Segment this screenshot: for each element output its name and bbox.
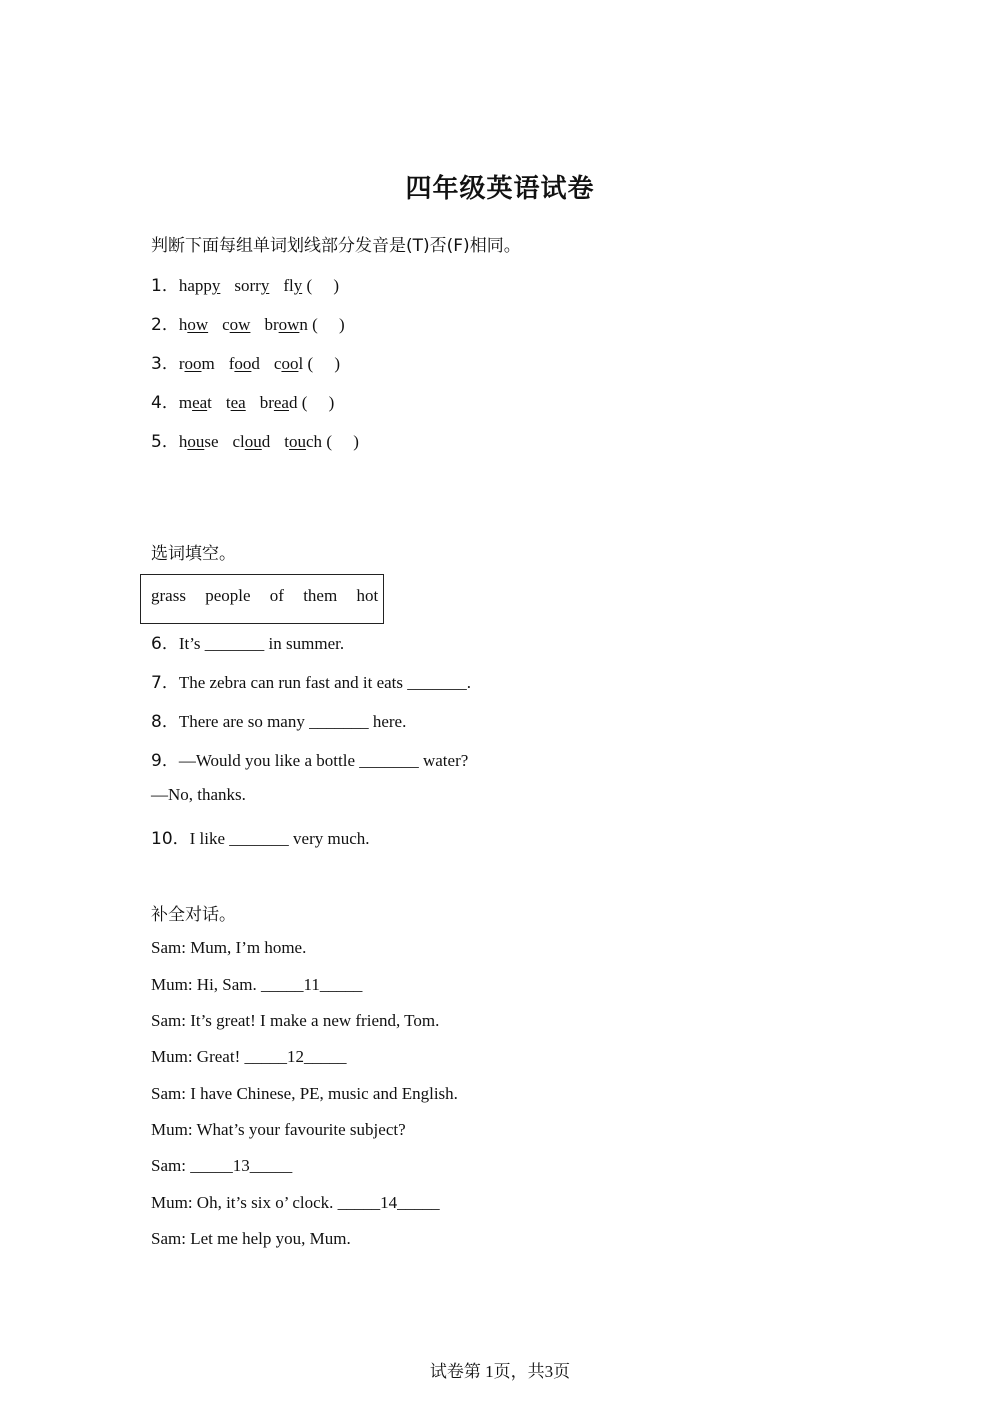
dialogue-line: Sam: It’s great! I make a new friend, Tom. xyxy=(151,1011,440,1030)
pronunciation-word xyxy=(179,354,215,373)
question-text: The zebra can run fast and it eats _______. xyxy=(178,673,472,692)
pronunciation-word xyxy=(222,315,250,334)
underlined-part: y xyxy=(260,276,270,295)
pronunciation-word xyxy=(283,276,302,295)
question-text: It’s _______ in summer. xyxy=(178,634,345,653)
word-part: n xyxy=(299,315,308,334)
word-part: l xyxy=(298,354,304,373)
pronunciation-word xyxy=(226,393,246,412)
pronunciation-word xyxy=(264,315,307,334)
answer-parentheses: ( ) xyxy=(301,393,335,412)
underlined-part: oo xyxy=(281,354,299,373)
answer-parentheses: ( ) xyxy=(306,276,340,295)
underlined-part: ou xyxy=(187,432,205,451)
question-number: 6． xyxy=(151,634,179,654)
underlined-part: ou xyxy=(244,432,262,451)
pronunciation-word xyxy=(179,432,219,451)
underlined-part: y xyxy=(211,276,221,295)
dialogue-line: Mum: Great! _____12_____ xyxy=(151,1047,347,1066)
dialogue-line: Sam: I have Chinese, PE, music and English. xyxy=(151,1084,458,1103)
word-part: se xyxy=(204,432,219,451)
underlined-part: ea xyxy=(230,393,246,412)
question-5 xyxy=(151,427,359,452)
question-number: 7． xyxy=(151,673,179,693)
word-part: m xyxy=(201,354,215,373)
question-9 xyxy=(151,746,468,771)
question-text: There are so many _______ here. xyxy=(178,712,407,731)
word-part: fl xyxy=(283,276,294,295)
word-part: h xyxy=(178,315,188,334)
page-footer: 试卷第 1页，共3页 xyxy=(429,1362,571,1381)
word-bank-word: them xyxy=(303,586,338,605)
question-number: 2． xyxy=(151,315,179,335)
pronunciation-word xyxy=(260,393,298,412)
word-bank-word: grass xyxy=(151,586,186,605)
answer-parentheses: ( ) xyxy=(307,354,341,373)
word-part: d xyxy=(261,432,271,451)
dialogue-line: Mum: Oh, it’s six o’ clock. _____14_____ xyxy=(151,1193,440,1212)
word-bank-box xyxy=(140,574,384,624)
question-text: I like _______ very much. xyxy=(189,829,370,848)
word-part: h xyxy=(178,432,188,451)
dialogue-line: Sam: _____13_____ xyxy=(151,1156,293,1175)
question-8 xyxy=(151,707,406,732)
dialogue-line: Sam: Let me help you, Mum. xyxy=(151,1229,351,1248)
dialogue-line: Sam: Mum, I’m home. xyxy=(151,938,307,957)
pronunciation-word xyxy=(233,432,271,451)
question-text: —No, thanks. xyxy=(151,785,246,804)
question-9-answer xyxy=(151,785,246,805)
question-4 xyxy=(151,388,334,413)
section1-instruction: 判断下面每组单词划线部分发音是(T)否(F)相同。 xyxy=(151,236,521,256)
answer-parentheses: ( ) xyxy=(326,432,359,451)
pronunciation-word xyxy=(234,276,269,295)
answer-parentheses: ( ) xyxy=(312,315,345,334)
pronunciation-word xyxy=(229,354,260,373)
question-1 xyxy=(151,271,339,296)
question-number: 3． xyxy=(151,354,179,374)
word-part: r xyxy=(178,354,185,373)
word-bank-word: of xyxy=(269,586,284,605)
dialogue-line: Mum: Hi, Sam. _____11_____ xyxy=(151,975,363,994)
word-part: d xyxy=(251,354,260,373)
pronunciation-word xyxy=(274,354,303,373)
question-3 xyxy=(151,349,340,374)
underlined-part: oo xyxy=(234,354,252,373)
underlined-part: y xyxy=(293,276,303,295)
word-bank-word: people xyxy=(205,586,251,605)
question-number: 1． xyxy=(151,276,179,296)
question-text: —Would you like a bottle _______ water? xyxy=(178,751,469,770)
question-2 xyxy=(151,310,345,335)
section2-instruction: 选词填空。 xyxy=(151,544,236,564)
word-part: br xyxy=(264,315,279,334)
word-part: t xyxy=(207,393,212,412)
word-bank xyxy=(151,586,378,606)
underlined-part: ea xyxy=(192,393,208,412)
word-part: sorr xyxy=(234,276,261,295)
underlined-part: ow xyxy=(187,315,209,334)
underlined-part: oo xyxy=(184,354,202,373)
section3-instruction: 补全对话。 xyxy=(151,905,236,925)
word-part: c xyxy=(222,315,230,334)
word-part: d xyxy=(288,393,298,412)
question-number: 10． xyxy=(151,829,190,849)
question-number: 4． xyxy=(151,393,179,413)
pronunciation-word xyxy=(179,393,212,412)
word-part: t xyxy=(284,432,290,451)
word-part: cl xyxy=(232,432,245,451)
dialogue-line: Mum: What’s your favourite subject? xyxy=(151,1120,406,1139)
underlined-part: ow xyxy=(278,315,300,334)
word-part: ch xyxy=(306,432,323,451)
underlined-part: ea xyxy=(273,393,289,412)
word-part: happ xyxy=(178,276,212,295)
question-number: 5． xyxy=(151,432,179,452)
word-part: t xyxy=(225,393,231,412)
word-part: br xyxy=(259,393,274,412)
question-number: 9． xyxy=(151,751,179,771)
question-number: 8． xyxy=(151,712,179,732)
pronunciation-word xyxy=(179,315,208,334)
question-7 xyxy=(151,668,471,693)
word-part: f xyxy=(228,354,235,373)
word-part: c xyxy=(273,354,282,373)
pronunciation-word xyxy=(179,276,221,295)
underlined-part: ow xyxy=(229,315,251,334)
word-bank-word: hot xyxy=(356,586,379,605)
question-10 xyxy=(151,824,370,849)
underlined-part: ou xyxy=(289,432,307,451)
question-6 xyxy=(151,629,344,654)
word-part: m xyxy=(178,393,193,412)
page-title: 四年级英语试卷 xyxy=(405,174,595,204)
pronunciation-word xyxy=(284,432,322,451)
